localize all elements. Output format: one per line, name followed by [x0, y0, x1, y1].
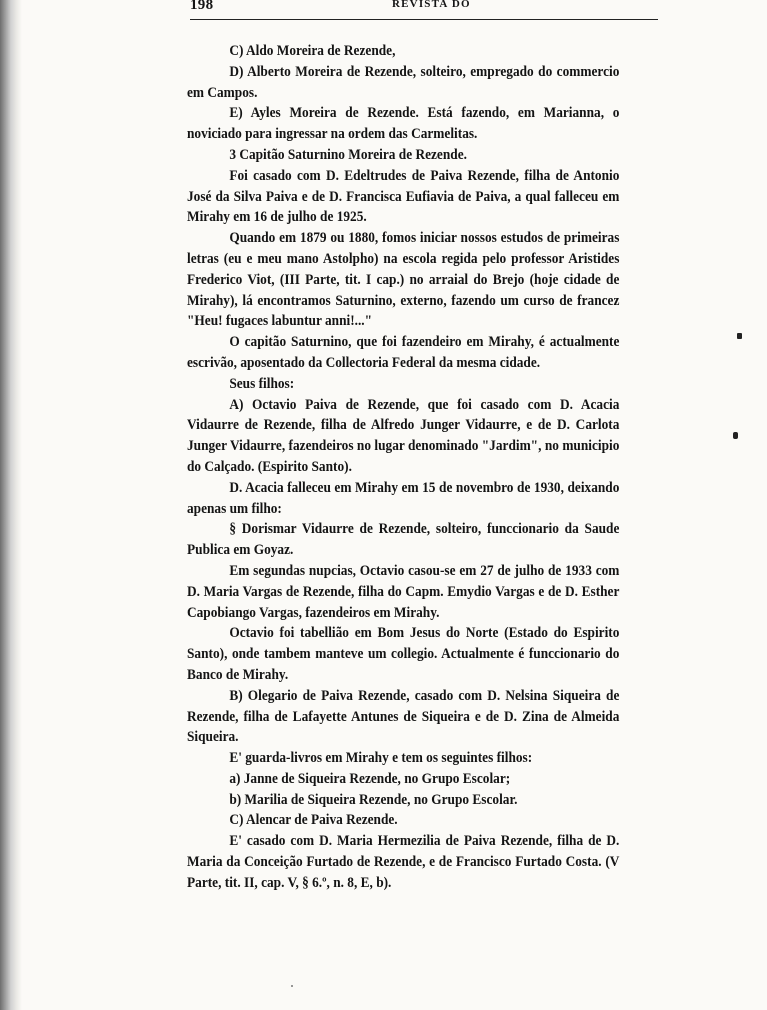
- paragraph: Seus filhos:: [229, 375, 295, 392]
- paragraph: a) Janne de Siqueira Rezende, no Grupo Escolar;: [229, 770, 511, 787]
- paragraph: 3 Capitão Saturnino Moreira de Rezende.: [229, 146, 467, 163]
- paragraph: O capitão Saturnino, que foi fazendeiro em Mirahy, é actualmente escrivão, aposentado da Collectoria Federal da mesma cidade.: [187, 334, 620, 371]
- paragraph: C) Alencar de Paiva Rezende.: [229, 812, 398, 829]
- ink-mark: [733, 432, 738, 439]
- paragraph: E) Ayles Moreira de Rezende. Está fazendo, em Marianna, o noviciado para ingressar na ordem das Carmelitas.: [187, 105, 620, 143]
- paragraph: D) Alberto Moreira de Rezende, solteiro, empregado do commercio em Campos.: [187, 63, 620, 101]
- paragraph: D. Acacia falleceu em Mirahy em 15 de novembro de 1930, deixando apenas um filho:: [187, 479, 620, 517]
- paragraph: § Dorismar Vidaurre de Rezende, solteiro, funccionario da Saude Publica em Goyaz.: [187, 521, 620, 559]
- paragraph: b) Marilia de Siqueira Rezende, no Grupo Escolar.: [229, 791, 518, 808]
- paragraph: C) Aldo Moreira de Rezende,: [229, 43, 396, 59]
- page-body: [187, 41, 619, 894]
- paragraph: Quando em 1879 ou 1880, fomos iniciar nossos estudos de primeiras letras (eu e meu mano Astolpho) na escola regida pelo professor Aristides Frederico Viot, (III Parte, tit. I cap.) no arraial do Brejo (hoje cidade de Mirahy), lá encontramos Saturnino, externo, fazendo um curso de francez "Heu! fugaces labuntur anni!...": [187, 230, 620, 330]
- header-rule: [190, 19, 658, 20]
- running-title: REVISTA DO: [392, 0, 471, 10]
- paragraph: Octavio foi tabellião em Bom Jesus do Norte (Estado do Espirito Santo), onde tambem manteve um collegio. Actualmente é funccionario do Banco de Mirahy.: [187, 625, 620, 683]
- page-header: [190, 0, 657, 20]
- ink-mark: [737, 333, 742, 339]
- ink-speck: [291, 985, 293, 987]
- book-binding-edge: [0, 0, 22, 1010]
- paragraph: A) Octavio Paiva de Rezende, que foi casado com D. Acacia Vidaurre de Rezende, filha de Alfredo Junger Vidaurre, e de D. Carlota Junger Vidaurre, fazendeiros no lugar denominado "Jardim", no municipio do Calçado. (Espirito Santo).: [187, 396, 620, 475]
- page-number: 198: [190, 0, 214, 13]
- paragraph: Em segundas nupcias, Octavio casou-se em 27 de julho de 1933 com D. Maria Vargas de Rezende, filha do Capm. Emydio Vargas e de D. Esther Capobiango Vargas, fazendeiros em Mirahy.: [187, 562, 620, 621]
- paragraph: Foi casado com D. Edeltrudes de Paiva Rezende, filha de Antonio José da Silva Paiva e de D. Francisca Eufiavia de Paiva, a qual falleceu em Mirahy em 16 de julho de 1925.: [187, 167, 620, 226]
- paragraph: B) Olegario de Paiva Rezende, casado com D. Nelsina Siqueira de Rezende, filha de Lafayette Antunes de Siqueira e de D. Zina de Almeida Siqueira.: [187, 687, 620, 746]
- paragraph: E' casado com D. Maria Hermezilia de Paiva Rezende, filha de D. Maria da Conceição Furtado de Rezende, e de Francisco Furtado Costa. (V Parte, tit. II, cap. V, § 6.º, n. 8, E, b).: [187, 833, 620, 891]
- paragraph: E' guarda-livros em Mirahy e tem os seguintes filhos:: [229, 750, 533, 767]
